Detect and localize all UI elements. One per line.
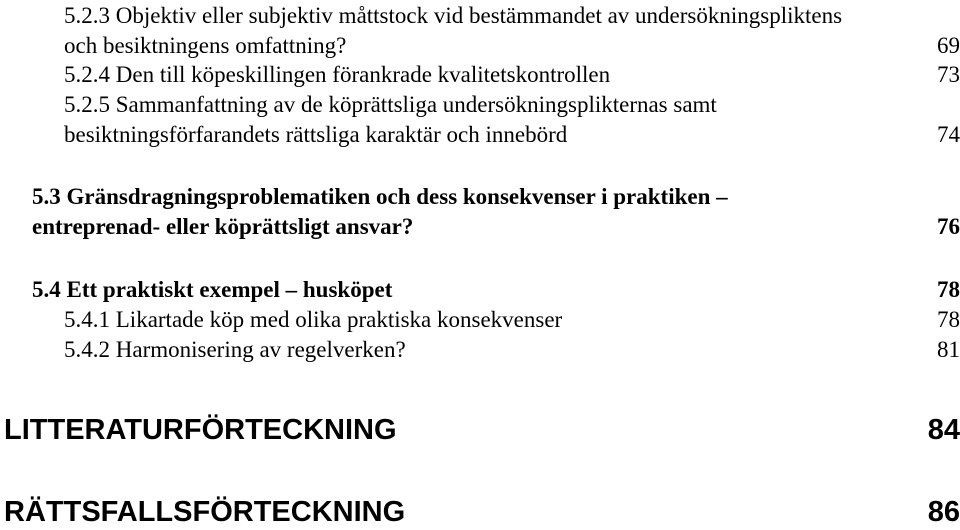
- toc-page-number: 78: [937, 307, 960, 332]
- toc-entry-5-2-4: [64, 61, 960, 89]
- toc-page-number: 69: [937, 33, 960, 58]
- toc-page-number: 86: [927, 496, 960, 528]
- toc-entry-title-cont: besiktningsförfarandets rättsliga karaktär och innebörd: [64, 122, 568, 147]
- toc-entry-5-2-5-line1: [64, 91, 960, 119]
- toc-page-number: 81: [937, 337, 960, 362]
- toc-entry-title: 5.4 Ett praktiskt exempel – husköpet: [32, 277, 393, 302]
- toc-entry-5-4-1: [64, 306, 960, 334]
- toc-entry-title: RÄTTSFALLSFÖRTECKNING: [4, 496, 406, 528]
- toc-entry-5-2-3-line1: [64, 2, 960, 30]
- toc-entry-title: 5.4.1 Likartade köp med olika praktiska konsekvenser: [64, 307, 563, 332]
- toc-entry-5-4: [32, 276, 960, 304]
- toc-entry-title: 5.2.4 Den till köpeskillingen förankrade kvalitetskontrollen: [64, 62, 611, 87]
- toc-entry-5-3-line2: [32, 213, 960, 241]
- toc-page-number: 74: [937, 122, 960, 147]
- toc-entry-5-3-line1: [32, 183, 960, 211]
- toc-entry-title-cont: entreprenad- eller köprättsligt ansvar?: [32, 214, 414, 239]
- toc-page-number: 78: [937, 277, 960, 302]
- toc-entry-rattsfallsforteckning: [4, 495, 960, 529]
- toc-entry-title: 5.2.3 Objektiv eller subjektiv måttstock vid bestämmandet av undersökningspliktens: [64, 3, 843, 28]
- toc-entry-title: 5.3 Gränsdragningsproblematiken och dess konsekvenser i praktiken –: [32, 184, 728, 209]
- toc-entry-5-2-3-line2: [64, 32, 960, 60]
- toc-entry-title: 5.2.5 Sammanfattning av de köprättsliga undersökningsplikternas samt: [64, 92, 717, 117]
- toc-entry-title-cont: och besiktningens omfattning?: [64, 33, 347, 58]
- toc-page-number: 84: [927, 414, 960, 446]
- toc-entry-title: 5.4.2 Harmonisering av regelverken?: [64, 337, 406, 362]
- toc-entry-title: LITTERATURFÖRTECKNING: [4, 414, 397, 446]
- toc-entry-5-2-5-line2: [64, 121, 960, 149]
- toc-page-number: 76: [937, 214, 960, 239]
- toc-entry-5-4-2: [64, 336, 960, 364]
- toc-page-number: 73: [937, 62, 960, 87]
- toc-entry-litteraturforteckning: [4, 413, 960, 447]
